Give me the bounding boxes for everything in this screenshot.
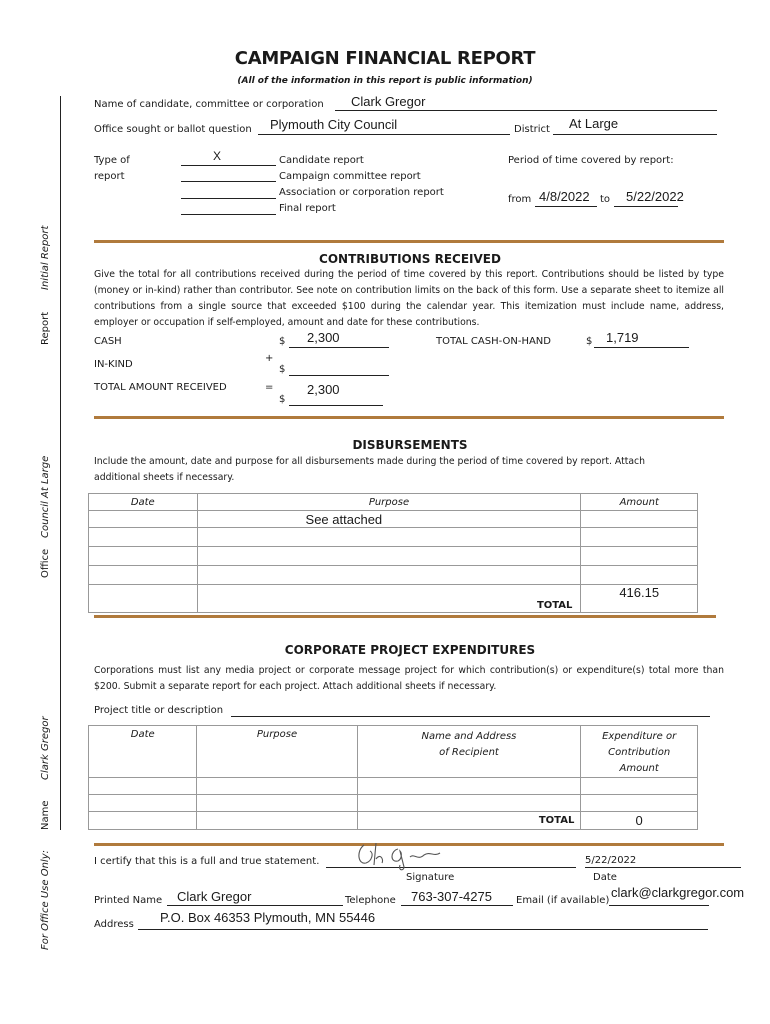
table-cell[interactable] bbox=[89, 547, 198, 566]
recipient-header-line1: Name and Address bbox=[421, 731, 517, 742]
table-cell[interactable] bbox=[89, 511, 198, 528]
office-use-report-label: Report bbox=[40, 311, 51, 345]
table-cell[interactable] bbox=[197, 795, 357, 812]
report-option-committee: Campaign committee report bbox=[279, 171, 421, 182]
table-cell[interactable] bbox=[197, 566, 581, 585]
address-value: P.O. Box 46353 Plymouth, MN 55446 bbox=[160, 910, 376, 925]
table-cell[interactable] bbox=[89, 778, 197, 795]
telephone-label: Telephone bbox=[345, 895, 396, 906]
recipient-header-line2: of Recipient bbox=[439, 747, 499, 758]
association-report-checkbox[interactable] bbox=[181, 186, 276, 199]
disbursements-total-cell[interactable] bbox=[581, 585, 698, 613]
office-use-report-value: Initial Report bbox=[40, 225, 51, 290]
disbursements-instructions: Include the amount, date and purpose for all disbursements made during the period of time covered by report. Attach additional sheets if necessary. bbox=[94, 456, 646, 483]
corporate-table bbox=[88, 725, 698, 830]
telephone-field[interactable] bbox=[401, 889, 513, 906]
certify-statement: I certify that this is a full and true statement. bbox=[94, 856, 320, 867]
table-cell[interactable] bbox=[581, 528, 698, 547]
report-type-label: Type of bbox=[94, 155, 130, 166]
total-received-field[interactable] bbox=[289, 382, 383, 406]
table-cell[interactable] bbox=[89, 528, 198, 547]
corporate-total-value: 0 bbox=[635, 813, 643, 828]
section-divider bbox=[94, 240, 724, 243]
cash-label: CASH bbox=[94, 336, 122, 347]
printed-name-label: Printed Name bbox=[94, 895, 163, 906]
email-value: clark@clarkgregor.com bbox=[611, 885, 745, 900]
date-value: 5/22/2022 bbox=[585, 855, 637, 866]
col-expenditure-header bbox=[581, 726, 698, 778]
printed-name-field[interactable] bbox=[167, 889, 343, 906]
email-label: Email (if available) bbox=[516, 895, 610, 906]
period-label: Period of time covered by report: bbox=[508, 155, 674, 166]
signature-field[interactable] bbox=[326, 855, 576, 868]
telephone-value: 763-307-4275 bbox=[411, 889, 492, 904]
disbursements-total-label: TOTAL bbox=[197, 585, 581, 613]
table-row bbox=[89, 528, 698, 547]
expenditure-header-line3: Amount bbox=[619, 763, 659, 774]
period-from-field[interactable] bbox=[535, 189, 597, 207]
table-cell[interactable] bbox=[197, 812, 357, 830]
email-field[interactable] bbox=[609, 885, 745, 906]
table-cell[interactable] bbox=[197, 547, 581, 566]
disbursements-heading: DISBURSEMENTS bbox=[352, 438, 468, 452]
table-cell[interactable] bbox=[197, 778, 357, 795]
signature-label: Signature bbox=[406, 872, 455, 883]
address-label: Address bbox=[94, 919, 134, 930]
printed-name-value: Clark Gregor bbox=[177, 889, 252, 904]
candidate-name-label: Name of candidate, committee or corporation bbox=[94, 99, 324, 110]
project-title-field[interactable] bbox=[231, 705, 710, 717]
period-to-field[interactable] bbox=[614, 189, 684, 207]
office-use-name-value: Clark Gregor bbox=[40, 716, 51, 780]
corporate-instructions: Corporations must list any media project or corporate message project for which contribution(s) or expenditure(s) total more than $200. Submit a separate report for each project. Attach additional sheets if necessary. bbox=[94, 665, 724, 692]
cash-on-hand-value: 1,719 bbox=[606, 330, 639, 345]
table-cell[interactable] bbox=[357, 778, 581, 795]
col-purpose-header: Purpose bbox=[197, 726, 357, 778]
table-cell[interactable] bbox=[89, 566, 198, 585]
table-cell[interactable] bbox=[89, 812, 197, 830]
report-type-label-2: report bbox=[94, 171, 125, 182]
table-row bbox=[89, 511, 698, 528]
candidate-name-field[interactable] bbox=[335, 94, 717, 111]
report-option-final: Final report bbox=[279, 203, 336, 214]
cash-value: 2,300 bbox=[307, 330, 340, 345]
office-sought-value: Plymouth City Council bbox=[270, 117, 398, 132]
section-divider bbox=[94, 615, 716, 618]
table-row bbox=[89, 778, 698, 795]
in-kind-dollar: $ bbox=[279, 364, 286, 375]
in-kind-field[interactable] bbox=[289, 362, 389, 376]
cash-on-hand-label: TOTAL CASH-ON-HAND bbox=[436, 336, 551, 347]
total-received-value: 2,300 bbox=[307, 382, 340, 397]
table-row bbox=[89, 812, 698, 830]
candidate-name-value: Clark Gregor bbox=[351, 94, 426, 109]
report-option-association: Association or corporation report bbox=[279, 187, 444, 198]
corporate-total-cell[interactable] bbox=[581, 812, 698, 830]
candidate-report-checkbox[interactable] bbox=[181, 149, 276, 166]
page-subtitle: (All of the information in this report is public information) bbox=[237, 76, 533, 86]
cash-dollar: $ bbox=[279, 336, 286, 347]
address-field[interactable] bbox=[138, 910, 708, 930]
table-cell[interactable] bbox=[581, 778, 698, 795]
office-sought-label: Office sought or ballot question bbox=[94, 124, 252, 135]
table-cell[interactable] bbox=[581, 566, 698, 585]
corporate-total-label: TOTAL bbox=[357, 812, 581, 830]
table-cell[interactable] bbox=[89, 795, 197, 812]
candidate-report-mark: X bbox=[213, 149, 222, 163]
office-use-label: For Office Use Only: bbox=[40, 850, 51, 950]
office-use-office-value: Council At Large bbox=[40, 455, 51, 538]
total-received-label: TOTAL AMOUNT RECEIVED bbox=[94, 382, 227, 393]
district-value: At Large bbox=[569, 116, 619, 131]
section-divider bbox=[94, 416, 724, 419]
plus-sign: + bbox=[265, 353, 274, 364]
period-from-value: 4/8/2022 bbox=[539, 189, 590, 204]
period-from-label: from bbox=[508, 194, 532, 205]
final-report-checkbox[interactable] bbox=[181, 202, 276, 215]
table-cell[interactable] bbox=[357, 795, 581, 812]
contributions-heading: CONTRIBUTIONS RECEIVED bbox=[319, 252, 501, 266]
district-label: District bbox=[514, 124, 550, 135]
project-title-label: Project title or description bbox=[94, 705, 224, 716]
table-cell[interactable] bbox=[581, 511, 698, 528]
expenditure-header-line1: Expenditure or bbox=[602, 731, 677, 742]
table-cell[interactable] bbox=[89, 585, 198, 613]
table-row bbox=[89, 585, 698, 613]
table-cell[interactable] bbox=[197, 511, 581, 528]
total-dollar: $ bbox=[279, 394, 286, 405]
col-date-header: Date bbox=[89, 494, 198, 511]
disbursements-total-value: 416.15 bbox=[619, 585, 660, 600]
page-title: CAMPAIGN FINANCIAL REPORT bbox=[234, 48, 536, 69]
cash-on-hand-field[interactable] bbox=[594, 330, 689, 348]
signature-mark bbox=[354, 839, 444, 873]
expenditure-header-line2: Contribution bbox=[608, 747, 671, 758]
committee-report-checkbox[interactable] bbox=[181, 169, 276, 182]
district-field[interactable] bbox=[553, 116, 717, 135]
contributions-instructions: Give the total for all contributions received during the period of time covered by this report. Contributions should be listed by type (money or in-kind) rather than contributor. See note on contribution limits on the back of this form. Use a separate sheet to itemize all contributions from a single source that exceeded $100 during the calendar year. This itemization must include name, address, employer or occupation if self-employed, amount and date for these contributions. bbox=[94, 269, 724, 328]
cash-field[interactable] bbox=[289, 330, 389, 348]
report-option-candidate: Candidate report bbox=[279, 155, 364, 166]
table-cell[interactable] bbox=[581, 795, 698, 812]
col-date-header: Date bbox=[89, 726, 197, 778]
purpose-value: See attached bbox=[305, 511, 383, 527]
table-cell[interactable] bbox=[581, 547, 698, 566]
in-kind-label: IN-KIND bbox=[94, 359, 133, 370]
col-amount-header: Amount bbox=[581, 494, 698, 511]
col-purpose-header: Purpose bbox=[197, 494, 581, 511]
corporate-heading: CORPORATE PROJECT EXPENDITURES bbox=[284, 643, 536, 657]
date-label: Date bbox=[593, 872, 617, 883]
office-use-margin-line bbox=[60, 96, 61, 830]
col-recipient-header bbox=[357, 726, 581, 778]
equals-sign: = bbox=[265, 382, 274, 393]
period-to-label: to bbox=[600, 194, 611, 205]
coh-dollar: $ bbox=[586, 336, 593, 347]
date-field[interactable] bbox=[585, 855, 741, 868]
table-cell[interactable] bbox=[197, 528, 581, 547]
office-use-name-label: Name bbox=[40, 800, 51, 830]
office-sought-field[interactable] bbox=[258, 117, 510, 135]
office-use-office-label: Office bbox=[40, 548, 51, 578]
table-row bbox=[89, 566, 698, 585]
table-row bbox=[89, 795, 698, 812]
period-to-value: 5/22/2022 bbox=[626, 189, 684, 204]
table-row bbox=[89, 547, 698, 566]
disbursements-table bbox=[88, 493, 698, 613]
